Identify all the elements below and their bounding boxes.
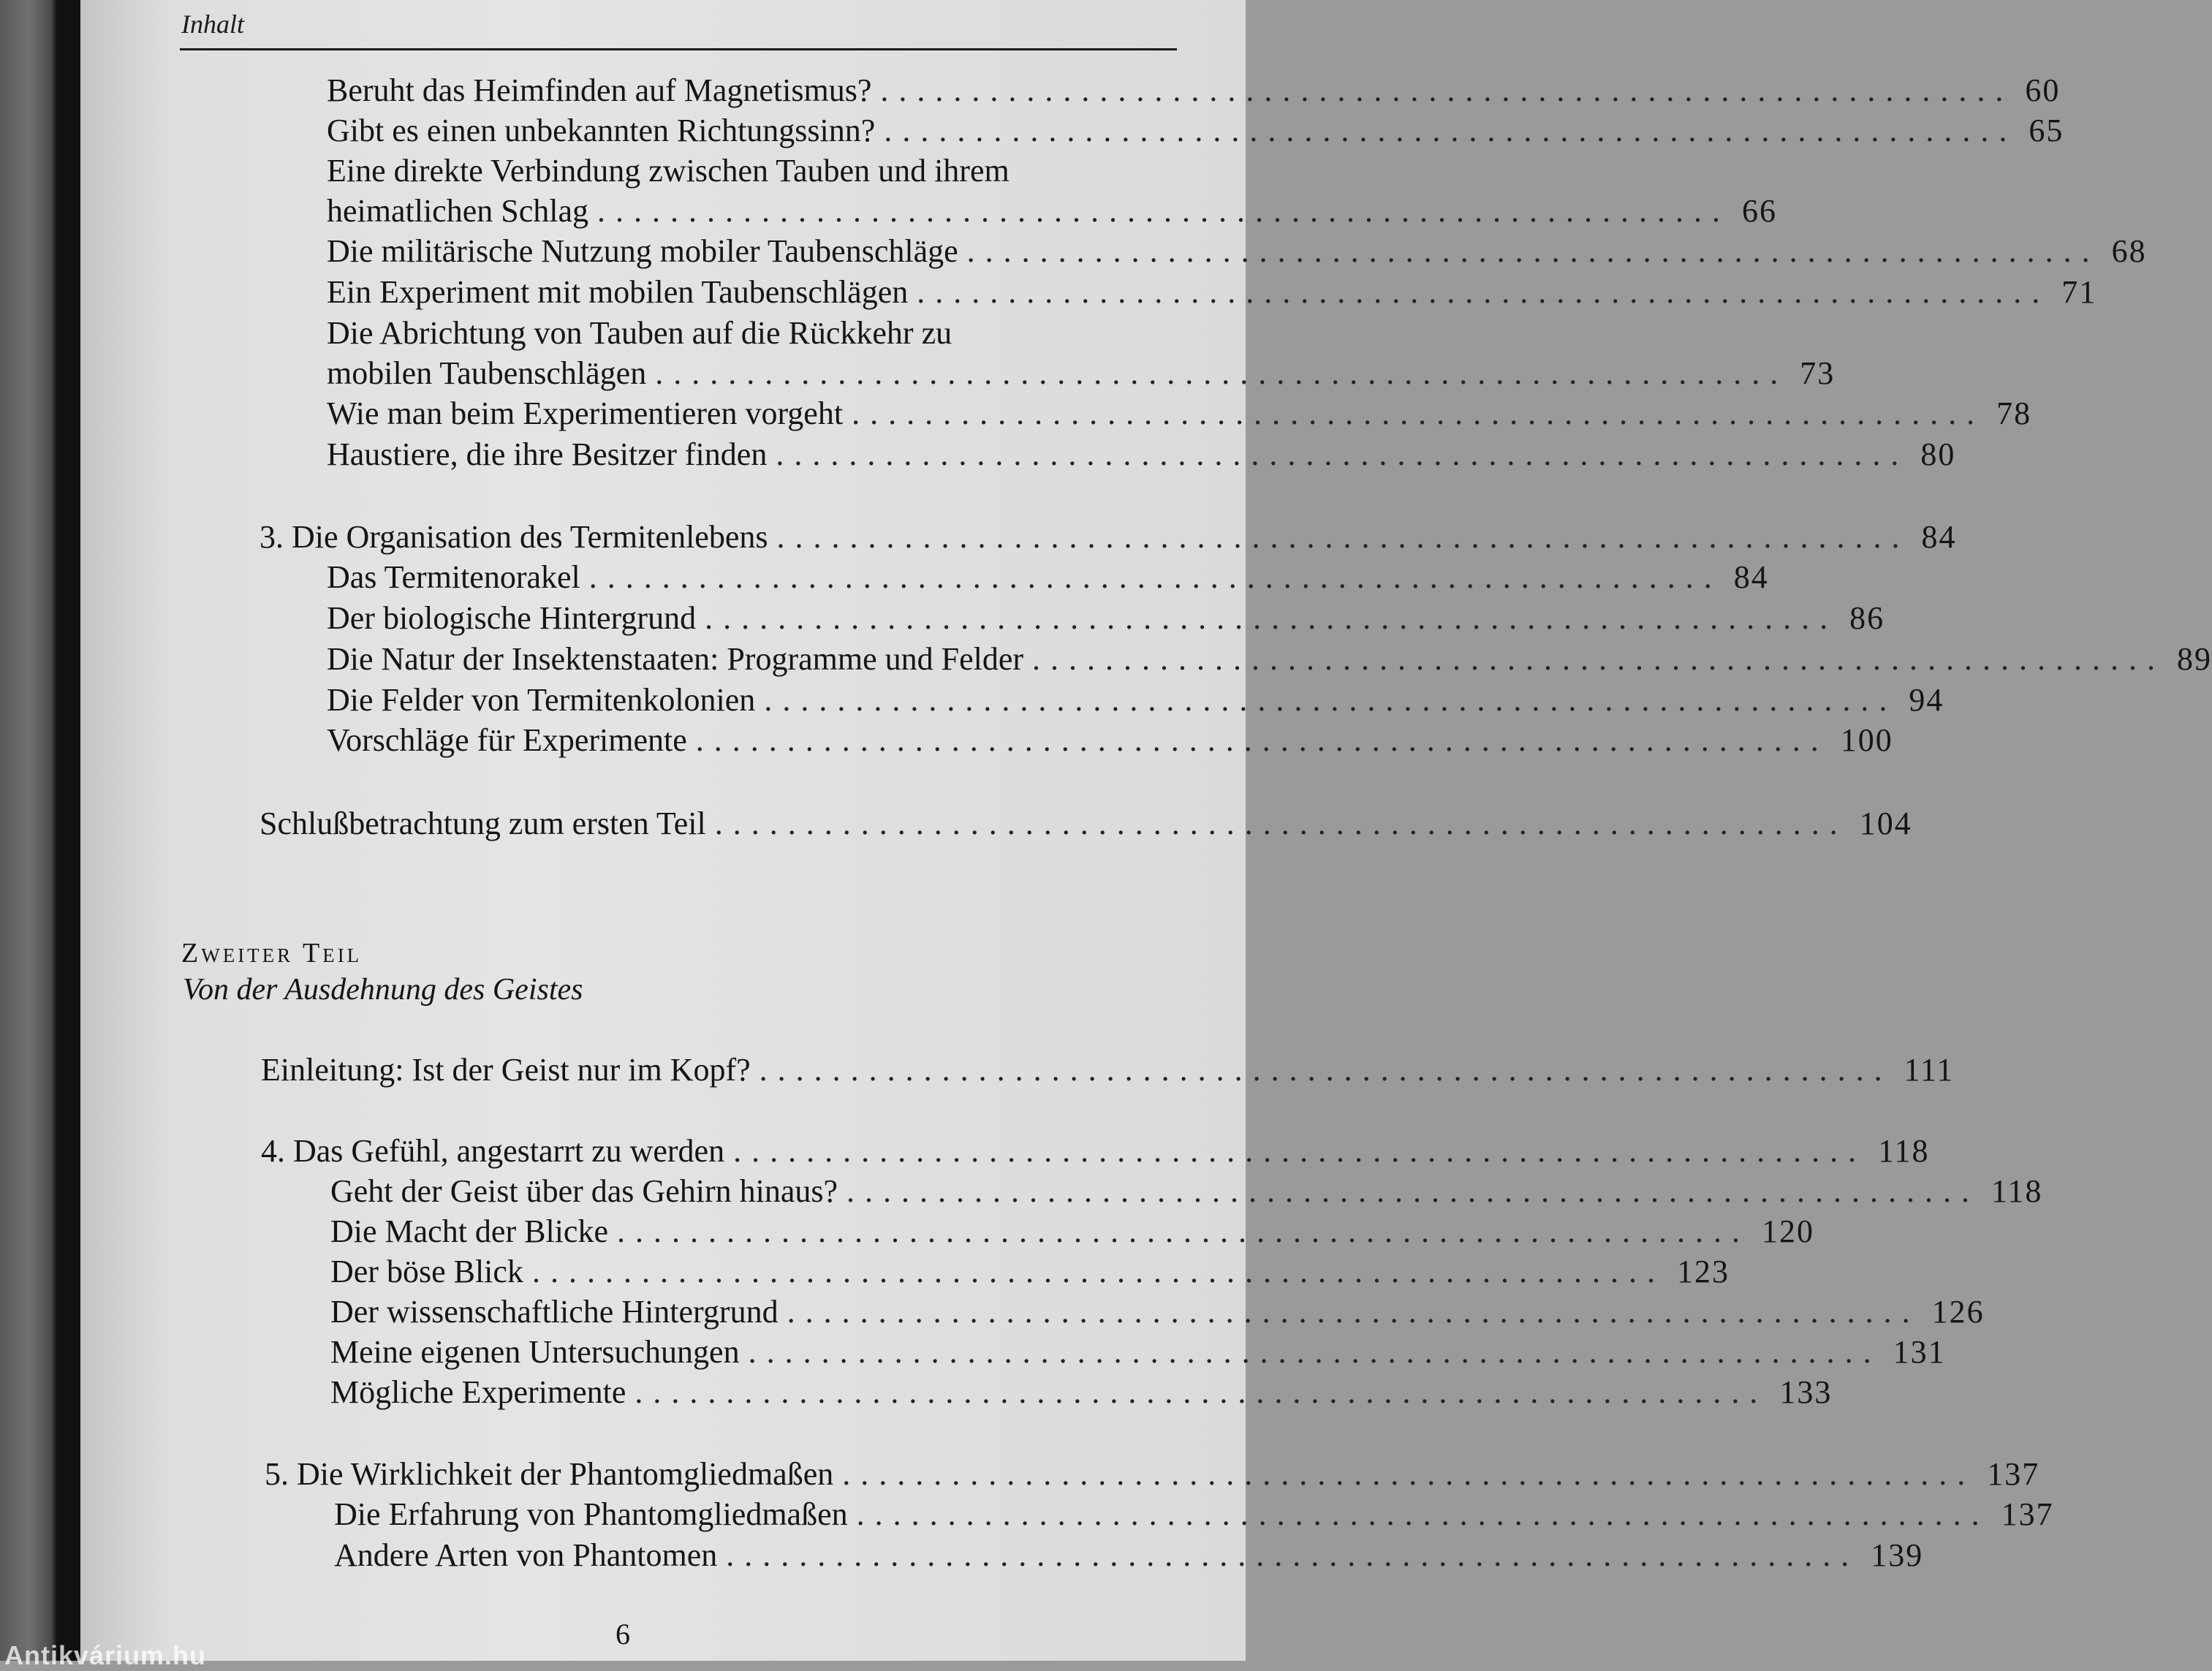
toc-entry [327, 274, 2097, 310]
dot-leader: .............................................................. [635, 1374, 1768, 1410]
toc-entry-page: 78 [1996, 395, 2032, 431]
toc-entry [330, 1173, 2043, 1209]
toc-entry-title: Die Erfahrung von Phantomgliedmaßen [334, 1496, 848, 1532]
toc-entry-title-line1: Eine direkte Verbindung zwischen Tauben und ihrem [327, 153, 1010, 189]
toc-entry [334, 1496, 2054, 1532]
toc-entry-page: 120 [1761, 1213, 1814, 1249]
toc-entry [334, 1537, 1924, 1573]
dot-leader: .............................................................. [748, 1334, 1882, 1370]
book-spine-shadow [0, 0, 80, 1661]
toc-entry-page: 84 [1733, 559, 1769, 595]
dot-leader: .............................................................. [856, 1496, 1990, 1532]
dot-leader: .............................................................. [764, 682, 1898, 718]
toc-entry [327, 193, 1777, 229]
toc-entry-title: Der wissenschaftliche Hintergrund [330, 1294, 779, 1330]
toc-chapter-title: 5. Die Wirklichkeit der Phantomgliedmaßen [265, 1456, 834, 1492]
dot-leader: .............................................................. [842, 1456, 1976, 1492]
toc-entry-title: Vorschläge für Experimente [327, 722, 687, 758]
toc-entry [327, 682, 1944, 718]
toc-entry [327, 722, 1893, 758]
toc-entry-title: Ein Experiment mit mobilen Taubenschlägen [327, 274, 909, 310]
toc-entry-title: Die militärische Nutzung mobiler Taubenschläge [327, 233, 958, 269]
toc-chapter-title: 4. Das Gefühl, angestarrt zu werden [261, 1133, 725, 1169]
dot-leader: .............................................................. [597, 193, 1730, 229]
toc-entry-page: 65 [2029, 113, 2064, 148]
toc-entry-title: Das Termitenorakel [327, 559, 580, 595]
dot-leader: .............................................................. [588, 559, 1722, 595]
toc-chapter-page: 137 [1987, 1456, 2040, 1492]
toc-entry [327, 641, 2212, 677]
dot-leader: .............................................................. [733, 1133, 1867, 1169]
toc-entry [327, 113, 2064, 148]
dot-leader: .............................................................. [1032, 641, 2166, 677]
dot-leader: .............................................................. [917, 274, 2050, 310]
toc-chapter-title: 3. Die Organisation des Termitenlebens [260, 519, 768, 555]
toc-entry [327, 600, 1885, 636]
toc-section-page: 104 [1859, 806, 1912, 841]
toc-section-title: Schlußbetrachtung zum ersten Teil [260, 806, 706, 841]
toc-entry-page: 73 [1800, 355, 1836, 391]
dot-leader: .............................................................. [726, 1537, 1860, 1573]
page-number: 6 [616, 1618, 630, 1651]
toc-entry-title-line1: Die Abrichtung von Tauben auf die Rückkehr zu [327, 315, 952, 351]
toc-entry-page: 137 [2001, 1496, 2054, 1532]
watermark: Antikvárium.hu [4, 1640, 207, 1670]
toc-entry-page: 100 [1840, 722, 1893, 758]
toc-section [260, 806, 1912, 841]
toc-entry-title: heimatlichen Schlag [327, 193, 588, 229]
toc-entry-page: 60 [2025, 72, 2061, 108]
toc-section [261, 1052, 1955, 1088]
toc-section-title: Einleitung: Ist der Geist nur im Kopf? [261, 1052, 751, 1088]
dot-leader: .............................................................. [966, 233, 2100, 269]
toc-entry-page: 80 [1920, 436, 1956, 472]
toc-entry [327, 395, 2032, 431]
toc-entry-title: Meine eigenen Untersuchungen [330, 1334, 740, 1370]
dot-leader: .............................................................. [705, 600, 1838, 636]
toc-entry-title: Andere Arten von Phantomen [334, 1537, 718, 1573]
toc-chapter [265, 1456, 2040, 1492]
dot-leader: .............................................................. [714, 806, 1848, 841]
toc-entry-page: 66 [1742, 193, 1777, 229]
dot-leader: .............................................................. [787, 1294, 1920, 1330]
toc-entry-title: Beruht das Heimfinden auf Magnetismus? [327, 72, 872, 108]
toc-entry-title: Geht der Geist über das Gehirn hinaus? [330, 1173, 838, 1209]
toc-entry-page: 126 [1931, 1294, 1985, 1330]
toc-entry-title: Mögliche Experimente [330, 1374, 626, 1410]
part-heading: Zweiter Teil [181, 938, 363, 969]
toc-entry-title: Die Felder von Termitenkolonien [327, 682, 756, 718]
toc-chapter-page: 118 [1878, 1133, 1930, 1169]
running-header: Inhalt [181, 10, 244, 39]
dot-leader: .............................................................. [531, 1254, 1665, 1289]
toc-chapter-page: 84 [1921, 519, 1957, 555]
toc-entry-title: Wie man beim Experimentieren vorgeht [327, 395, 844, 431]
toc-entry-page: 123 [1676, 1254, 1730, 1289]
toc-entry [327, 72, 2061, 108]
part-subtitle: Von der Ausdehnung des Geistes [183, 973, 583, 1007]
header-rule [180, 48, 1177, 50]
toc-entry [330, 1213, 1814, 1249]
toc-entry-page: 89 [2177, 641, 2212, 677]
toc-entry-page: 131 [1893, 1334, 1946, 1370]
toc-entry [330, 1374, 1833, 1410]
dot-leader: .............................................................. [880, 72, 2014, 108]
dot-leader: .............................................................. [846, 1173, 1980, 1209]
toc-entry-title: Die Macht der Blicke [330, 1213, 608, 1249]
toc-entry [330, 1334, 1946, 1370]
toc-entry-page: 133 [1779, 1374, 1833, 1410]
toc-entry-page: 71 [2061, 274, 2097, 310]
toc-entry-page: 68 [2111, 233, 2147, 269]
toc-entry [330, 1254, 1730, 1289]
toc-entry-title: Der böse Blick [330, 1254, 523, 1289]
dot-leader: .............................................................. [852, 395, 1985, 431]
toc-entry-title: Die Natur der Insektenstaaten: Programme und Felder [327, 641, 1024, 677]
dot-leader: .............................................................. [655, 355, 1789, 391]
toc-chapter [261, 1133, 1930, 1169]
dot-leader: .............................................................. [776, 519, 1910, 555]
toc-entry [327, 355, 1836, 391]
dot-leader: .............................................................. [884, 113, 2018, 148]
dot-leader: .............................................................. [776, 436, 1909, 472]
toc-entry-title: Der biologische Hintergrund [327, 600, 697, 636]
toc-entry-page: 94 [1909, 682, 1944, 718]
toc-entry [327, 436, 1956, 472]
toc-entry-page: 86 [1849, 600, 1885, 636]
toc-entry-title: mobilen Taubenschlägen [327, 355, 647, 391]
toc-entry [327, 559, 1769, 595]
toc-entry-page: 139 [1871, 1537, 1924, 1573]
toc-chapter [260, 519, 1957, 555]
dot-leader: .............................................................. [616, 1213, 1750, 1249]
toc-entry-title: Haustiere, die ihre Besitzer finden [327, 436, 768, 472]
toc-entry-page: 118 [1991, 1173, 2043, 1209]
toc-entry-title: Gibt es einen unbekannten Richtungssinn? [327, 113, 876, 148]
toc-entry [327, 233, 2147, 269]
dot-leader: .............................................................. [759, 1052, 1893, 1088]
dot-leader: .............................................................. [695, 722, 1829, 758]
toc-section-page: 111 [1904, 1052, 1955, 1088]
toc-entry [330, 1294, 1985, 1330]
